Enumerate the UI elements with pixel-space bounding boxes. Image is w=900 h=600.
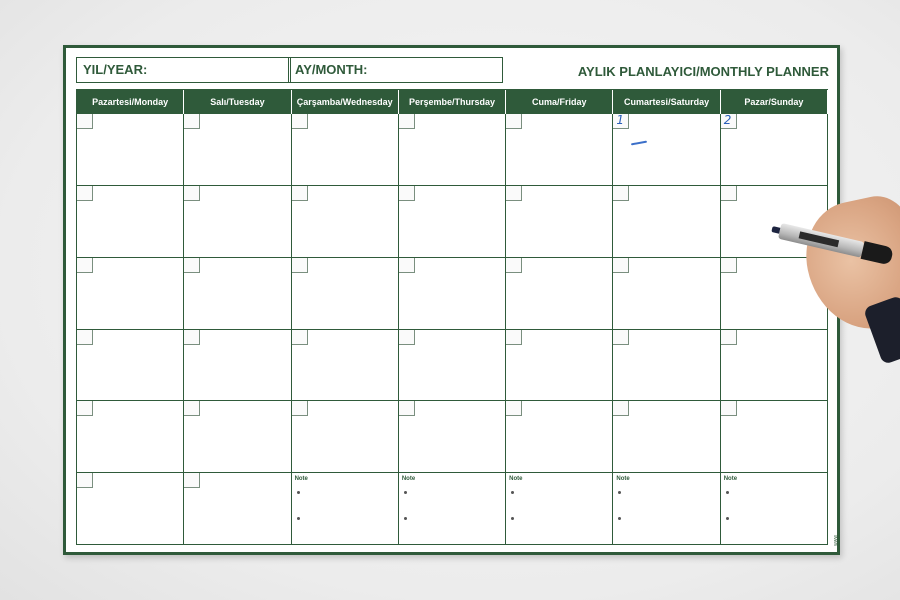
- monthly-planner-board: [63, 45, 840, 555]
- day-cell[interactable]: [184, 114, 291, 186]
- note-cell[interactable]: [613, 473, 720, 545]
- date-box[interactable]: [721, 258, 737, 273]
- day-cell[interactable]: [721, 330, 828, 402]
- date-box[interactable]: [184, 114, 200, 129]
- day-cell[interactable]: [399, 258, 506, 330]
- day-cell[interactable]: [184, 258, 291, 330]
- date-box[interactable]: [77, 186, 93, 201]
- date-box[interactable]: [292, 186, 308, 201]
- date-box[interactable]: [613, 401, 629, 416]
- ink-stroke: [631, 141, 647, 146]
- day-cell[interactable]: [399, 401, 506, 473]
- day-header-thursday: Perşembe/Thursday: [399, 90, 506, 114]
- marker-label-band: [799, 231, 840, 247]
- day-cell[interactable]: [292, 258, 399, 330]
- date-box[interactable]: [399, 114, 415, 129]
- day-cell[interactable]: [184, 401, 291, 473]
- date-box[interactable]: [506, 401, 522, 416]
- day-cell[interactable]: [184, 330, 291, 402]
- date-box[interactable]: [506, 114, 522, 129]
- day-cell[interactable]: [613, 186, 720, 258]
- date-box[interactable]: [77, 114, 93, 129]
- note-cell[interactable]: [292, 473, 399, 545]
- day-cell[interactable]: [506, 186, 613, 258]
- date-box[interactable]: [184, 258, 200, 273]
- date-box[interactable]: [292, 258, 308, 273]
- day-cell[interactable]: [506, 330, 613, 402]
- date-box[interactable]: [399, 258, 415, 273]
- date-box[interactable]: [292, 401, 308, 416]
- note-label: Note: [294, 476, 308, 483]
- day-cell[interactable]: [77, 114, 184, 186]
- day-cell[interactable]: [399, 114, 506, 186]
- day-cell[interactable]: [77, 258, 184, 330]
- note-bullet: [404, 491, 407, 494]
- date-box[interactable]: [721, 401, 737, 416]
- day-cell[interactable]: [613, 401, 720, 473]
- note-label: Note: [723, 476, 738, 483]
- date-box[interactable]: [184, 186, 200, 201]
- date-box[interactable]: [77, 473, 93, 488]
- day-cell[interactable]: [292, 114, 399, 186]
- note-bullet: [618, 491, 621, 494]
- year-field[interactable]: [76, 57, 291, 83]
- day-header-wednesday: Çarşamba/Wednesday: [292, 90, 399, 114]
- note-cell[interactable]: [506, 473, 613, 545]
- day-cell[interactable]: [399, 186, 506, 258]
- note-cell[interactable]: [721, 473, 828, 545]
- day-cell[interactable]: [721, 114, 828, 186]
- date-box[interactable]: [613, 186, 629, 201]
- handwritten-date: 2: [723, 113, 732, 127]
- note-bullet: [297, 491, 300, 494]
- note-cell[interactable]: [399, 473, 506, 545]
- day-cell[interactable]: [77, 330, 184, 402]
- note-label: Note: [509, 476, 523, 483]
- brand-mark: www: [833, 535, 839, 546]
- day-cell[interactable]: [292, 401, 399, 473]
- day-cell[interactable]: [506, 401, 613, 473]
- date-box[interactable]: [77, 258, 93, 273]
- handwritten-date: 1: [616, 113, 625, 127]
- day-header-monday: Pazartesi/Monday: [77, 90, 184, 114]
- day-cell[interactable]: [721, 401, 828, 473]
- note-bullet: [511, 491, 514, 494]
- day-cell[interactable]: [184, 186, 291, 258]
- note-bullet: [297, 517, 300, 520]
- day-cell[interactable]: [613, 258, 720, 330]
- date-box[interactable]: [184, 401, 200, 416]
- day-cell[interactable]: [292, 330, 399, 402]
- date-box[interactable]: [506, 330, 522, 345]
- date-box[interactable]: [77, 401, 93, 416]
- planner-title: AYLIK PLANLAYICI/MONTHLY PLANNER: [577, 64, 829, 79]
- year-label: YIL/YEAR:: [83, 62, 148, 77]
- day-cell[interactable]: [184, 473, 291, 545]
- day-header-tuesday: Salı/Tuesday: [184, 90, 291, 114]
- date-box[interactable]: [613, 258, 629, 273]
- day-header-friday: Cuma/Friday: [506, 90, 613, 114]
- note-label: Note: [401, 476, 416, 483]
- date-box[interactable]: [613, 114, 629, 129]
- month-label: AY/MONTH:: [295, 62, 368, 77]
- date-box[interactable]: [184, 473, 200, 488]
- day-cell[interactable]: [506, 258, 613, 330]
- note-bullet: [618, 517, 621, 520]
- day-cell[interactable]: [77, 401, 184, 473]
- day-cell[interactable]: [506, 114, 613, 186]
- date-box[interactable]: [184, 330, 200, 345]
- day-cell[interactable]: [77, 473, 184, 545]
- day-cell[interactable]: [613, 330, 720, 402]
- date-box[interactable]: [77, 330, 93, 345]
- note-bullet: [726, 517, 729, 520]
- date-box[interactable]: [399, 330, 415, 345]
- day-cell[interactable]: [77, 186, 184, 258]
- date-box[interactable]: [292, 114, 308, 129]
- day-header-saturday: Cumartesi/Saturday: [613, 90, 720, 114]
- day-cell[interactable]: [292, 186, 399, 258]
- date-box[interactable]: [506, 258, 522, 273]
- note-label: Note: [616, 476, 630, 483]
- date-box[interactable]: [613, 330, 629, 345]
- date-box[interactable]: [721, 186, 737, 201]
- day-cell[interactable]: [613, 114, 720, 186]
- note-bullet: [404, 517, 407, 520]
- day-header-sunday: Pazar/Sunday: [721, 90, 828, 114]
- date-box[interactable]: [399, 401, 415, 416]
- calendar-grid: [76, 89, 828, 545]
- date-box[interactable]: [506, 186, 522, 201]
- date-box[interactable]: [721, 330, 737, 345]
- date-box[interactable]: [721, 114, 737, 129]
- note-bullet: [726, 491, 729, 494]
- date-box[interactable]: [292, 330, 308, 345]
- month-field[interactable]: [288, 57, 503, 83]
- note-bullet: [511, 517, 514, 520]
- day-cell[interactable]: [399, 330, 506, 402]
- date-box[interactable]: [399, 186, 415, 201]
